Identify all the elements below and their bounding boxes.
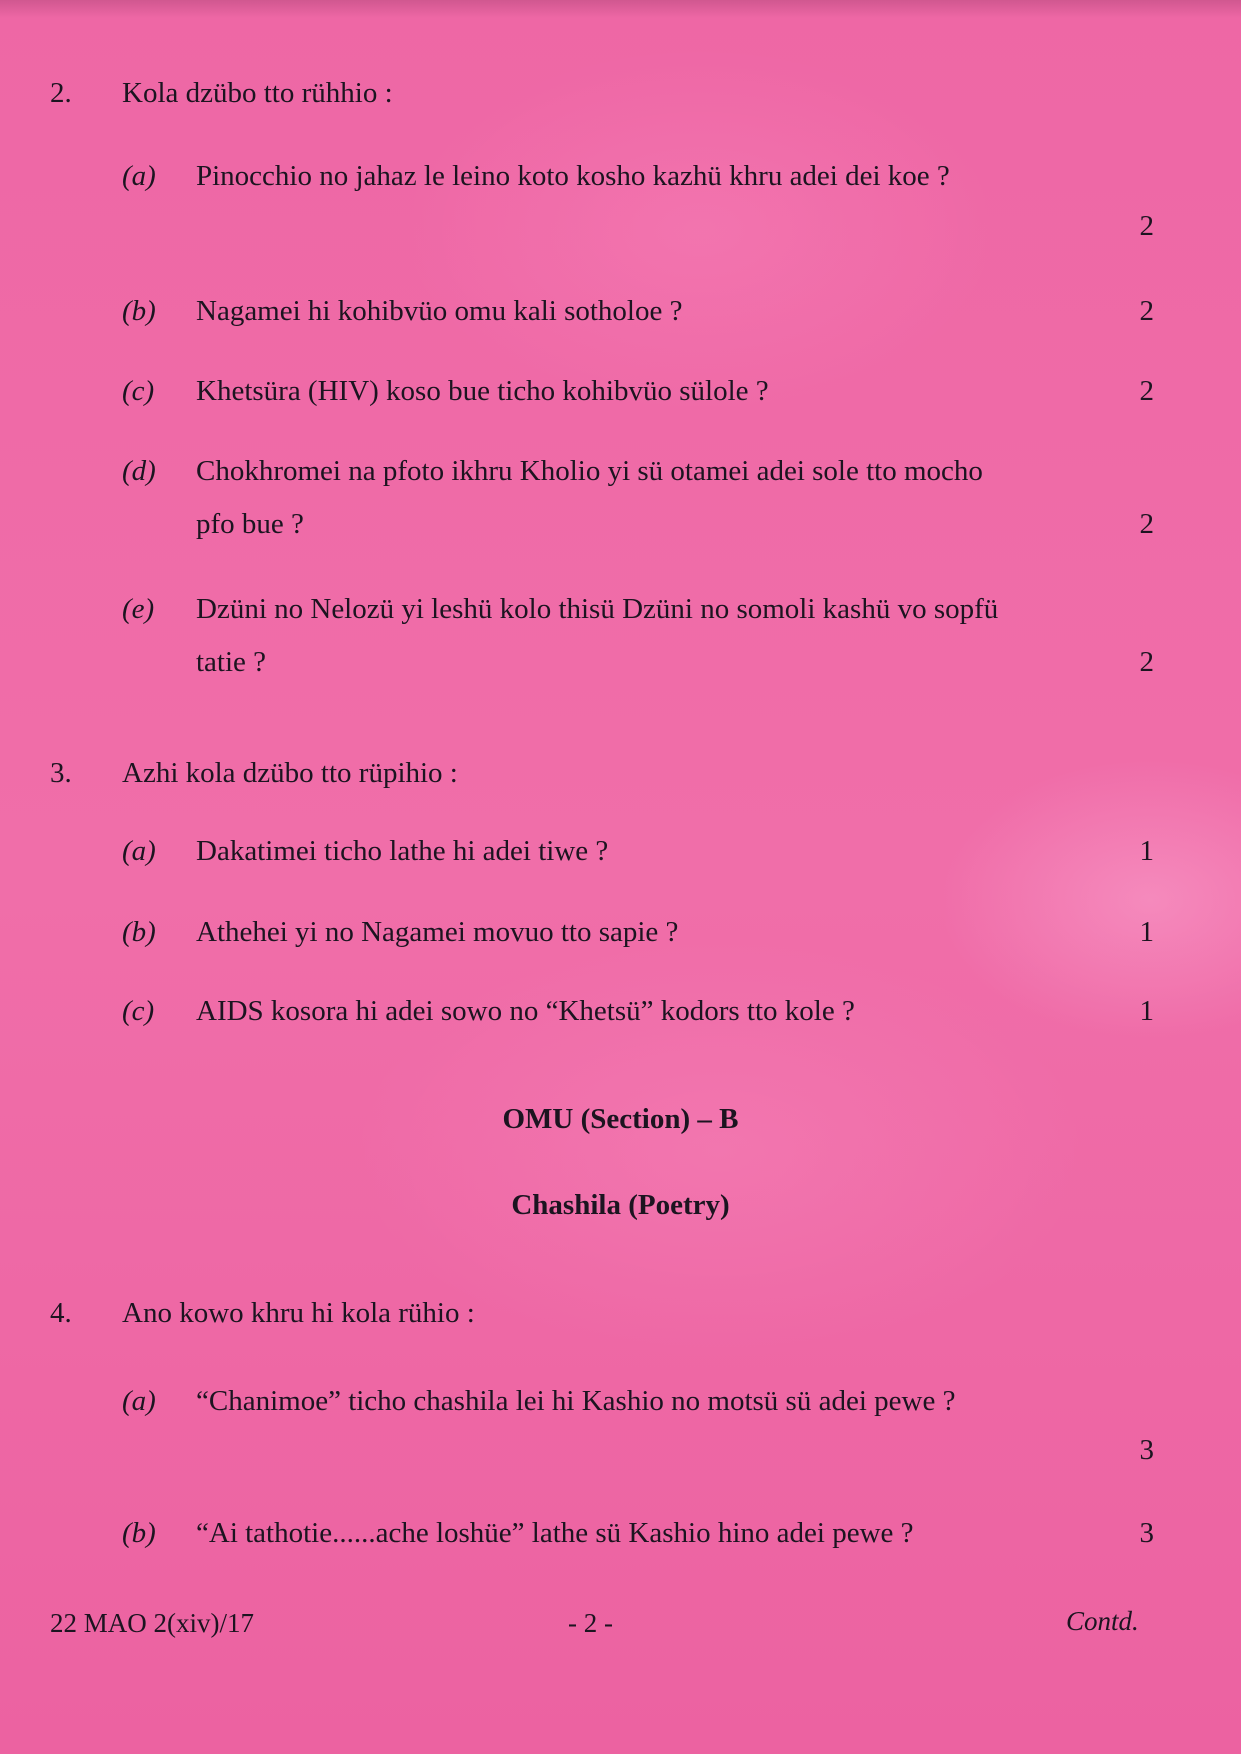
q2-c-label: (c): [122, 375, 155, 407]
q2-a-label: (a): [122, 160, 156, 192]
page-top-shadow: [0, 0, 1241, 18]
q3-a-label: (a): [122, 835, 156, 867]
q2-a-text: Pinocchio no jahaz le leino koto kosho kazhü khru adei dei koe ?: [196, 160, 950, 192]
q2-d-text-line2: pfo bue ?: [196, 508, 304, 540]
q3-a-marks: 1: [1139, 835, 1154, 867]
q3-c-text: AIDS kosora hi adei sowo no “Khetsü” kodors tto kole ?: [196, 995, 855, 1027]
q4-b-label: (b): [122, 1517, 156, 1549]
footer-page-number: - 2 -: [568, 1608, 613, 1638]
question-2-number: 2.: [50, 77, 72, 109]
q3-b-marks: 1: [1139, 916, 1154, 948]
q4-a-marks: 3: [1139, 1434, 1154, 1466]
q2-e-label: (e): [122, 593, 155, 625]
q2-b-label: (b): [122, 295, 156, 327]
q3-c-label: (c): [122, 995, 155, 1027]
section-subtitle: Chashila (Poetry): [511, 1189, 730, 1221]
q2-a-marks: 2: [1139, 210, 1154, 242]
question-3-number: 3.: [50, 757, 72, 789]
q2-e-text-line1: Dzüni no Nelozü yi leshü kolo thisü Dzüni no somoli kashü vo sopfü: [196, 593, 999, 625]
q2-b-marks: 2: [1139, 295, 1154, 327]
q4-b-marks: 3: [1139, 1517, 1154, 1549]
q2-d-text-line1: Chokhromei na pfoto ikhru Kholio yi sü otamei adei sole tto mocho: [196, 455, 983, 487]
question-3-prompt: Azhi kola dzübo tto rüpihio :: [122, 757, 458, 789]
q3-b-label: (b): [122, 916, 156, 948]
footer-contd: Contd.: [1066, 1606, 1139, 1636]
q4-a-text: “Chanimoe” ticho chashila lei hi Kashio no motsü sü adei pewe ?: [196, 1385, 956, 1417]
q4-b-text: “Ai tathotie......ache loshüe” lathe sü Kashio hino adei pewe ?: [196, 1517, 914, 1549]
question-4-number: 4.: [50, 1297, 72, 1329]
q2-c-marks: 2: [1139, 375, 1154, 407]
q3-a-text: Dakatimei ticho lathe hi adei tiwe ?: [196, 835, 609, 867]
q4-a-label: (a): [122, 1385, 156, 1417]
footer-paper-code: 22 MAO 2(xiv)/17: [50, 1608, 254, 1638]
q3-b-text: Athehei yi no Nagamei movuo tto sapie ?: [196, 916, 679, 948]
section-title: OMU (Section) – B: [502, 1103, 739, 1135]
q2-b-text: Nagamei hi kohibvüo omu kali sotholoe ?: [196, 295, 683, 327]
q2-e-marks: 2: [1139, 646, 1154, 678]
q2-c-text: Khetsüra (HIV) koso bue ticho kohibvüo sülole ?: [196, 375, 769, 407]
q2-d-label: (d): [122, 455, 156, 487]
q2-d-marks: 2: [1139, 508, 1154, 540]
q2-e-text-line2: tatie ?: [196, 646, 267, 678]
q3-c-marks: 1: [1139, 995, 1154, 1027]
question-2-prompt: Kola dzübo tto rühhio :: [122, 77, 393, 109]
question-4-prompt: Ano kowo khru hi kola rühio :: [122, 1297, 475, 1329]
